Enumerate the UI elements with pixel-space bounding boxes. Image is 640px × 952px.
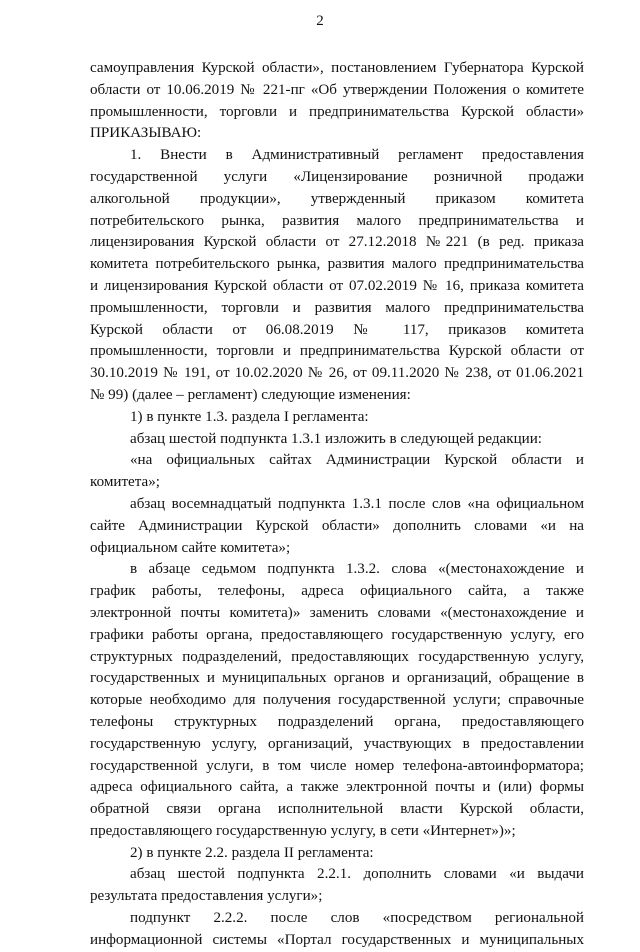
text-line: 2) в пункте 2.2. раздела II регламента: bbox=[130, 844, 374, 861]
text-line: ПРИКАЗЫВАЮ: bbox=[90, 125, 202, 142]
text-line: потребительского рынка, развития малого предпринимательства и bbox=[90, 212, 584, 229]
text-line: комитета потребительского рынка, развития малого предпринимательства bbox=[90, 256, 584, 273]
text-line: «на официальных сайтах Администрации Курской области и bbox=[130, 452, 584, 469]
text-line: абзац шестой подпункта 1.3.1 изложить в следующей редакции: bbox=[130, 430, 542, 447]
text-line: Курской области от 06.08.2019 № 117, приказов комитета bbox=[90, 321, 584, 338]
text-line: официальном сайте комитета»; bbox=[90, 539, 291, 556]
text-line: которые необходимо для получения государственной услуги; справочные bbox=[90, 692, 584, 709]
text-line: структурных подразделений, предоставляющих государственную услугу, bbox=[90, 648, 584, 665]
text-line: самоуправления Курской области», постановлением Губернатора Курской bbox=[90, 60, 584, 76]
text-line: и лицензирования Курской области от 07.02.2019 № 16, приказа комитета bbox=[90, 277, 584, 294]
text-line: области от 10.06.2019 № 221-пг «Об утверждении Положения о комитете bbox=[90, 81, 584, 98]
text-line: телефоны структурных подразделений органа, предоставляющего bbox=[90, 713, 584, 730]
text-line: 30.10.2019 № 191, от 10.02.2020 № 26, от 09.11.2020 № 238, от 01.06.2021 bbox=[90, 365, 584, 382]
text-line: 1. Внести в Административный регламент предоставления bbox=[130, 147, 584, 164]
text-line: государственных и муниципальных органов и организаций, обращение в bbox=[90, 670, 584, 687]
text-line: результата предоставления услуги»; bbox=[90, 888, 323, 905]
text-line: комитета»; bbox=[90, 474, 160, 491]
text-line: государственной услуги, в том числе номер телефона-автоинформатора; bbox=[90, 757, 584, 774]
text-line: государственной услуги «Лицензирование розничной продажи bbox=[90, 168, 584, 185]
text-line: лицензирования Курской области от 27.12.2018 №221 (в ред. приказа bbox=[90, 234, 584, 251]
text-line: подпункт 2.2.2. после слов «посредством региональной bbox=[130, 910, 584, 927]
text-line: электронной почты комитета)» заменить словами «(местонахождение и bbox=[90, 604, 584, 621]
text-line: график работы, телефоны, адреса официального сайта, а также bbox=[90, 583, 584, 600]
text-line: адреса официального сайта, а также электронной почты и (или) формы bbox=[90, 779, 584, 796]
text-line: предоставляющего государственную услугу, в сети «Интернет»)»; bbox=[90, 822, 516, 839]
text-line: абзац шестой подпункта 2.2.1. дополнить словами «и выдачи bbox=[130, 866, 584, 883]
text-line: обратной связи органа исполнительной власти Курской области, bbox=[90, 801, 584, 818]
page-number: 2 bbox=[316, 13, 324, 29]
text-line: абзац восемнадцатый подпункта 1.3.1 после слов «на официальном bbox=[130, 495, 584, 512]
document-body bbox=[90, 58, 584, 952]
text-line: 1) в пункте 1.3. раздела I регламента: bbox=[130, 408, 369, 425]
text-line: промышленности, торговли и развития малого предпринимательства bbox=[90, 299, 584, 316]
text-line: промышленности, торговли и предпринимательства Курской области от bbox=[90, 343, 584, 360]
text-line: промышленности, торговли и предпринимательства Курской области» bbox=[90, 103, 584, 120]
text-line: сайте Администрации Курской области» дополнить словами «и на bbox=[90, 517, 584, 534]
text-line: № 99) (далее – регламент) следующие изменения: bbox=[90, 386, 411, 403]
text-line: графики работы органа, предоставляющего государственную услугу, его bbox=[90, 626, 584, 643]
text-line: алкогольной продукции», утвержденный приказом комитета bbox=[90, 190, 584, 207]
text-line: информационной системы «Портал государственных и муниципальных bbox=[90, 931, 584, 948]
text-line: государственную услугу, организаций, участвующих в предоставлении bbox=[90, 735, 584, 752]
text-line: в абзаце седьмом подпункта 1.3.2. слова «(местонахождение и bbox=[130, 561, 584, 578]
